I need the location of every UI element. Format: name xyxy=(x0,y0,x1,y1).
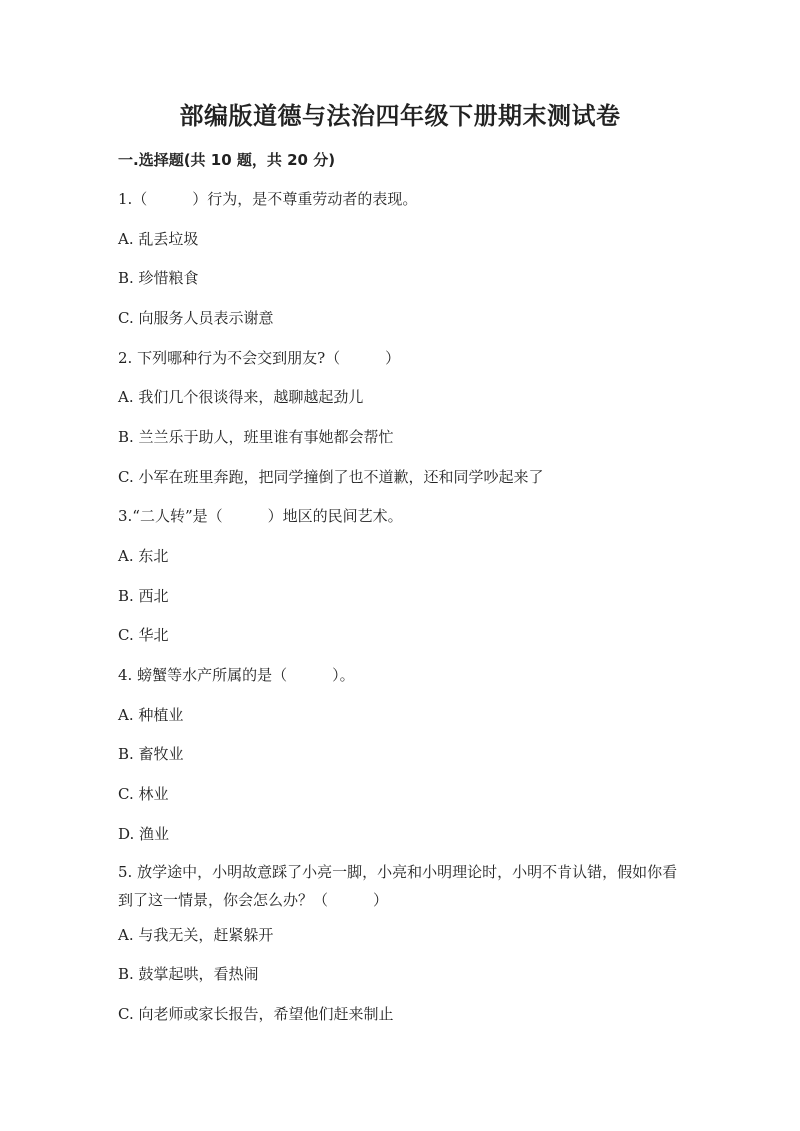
question-2-option-c: C. 小军在班里奔跑，把同学撞倒了也不道歉，还和同学吵起来了 xyxy=(118,468,544,486)
question-3-stem: 3.“二人转”是（ ）地区的民间艺术。 xyxy=(118,507,403,525)
question-1-option-c: C. 向服务人员表示谢意 xyxy=(118,309,274,327)
question-5-stem: 5. 放学途中，小明故意踩了小亮一脚，小亮和小明理论时，小明不肯认错，假如你看到了这一情景，你会怎么办？（ ） xyxy=(118,863,678,909)
question-5-option-a: A. 与我无关，赶紧躲开 xyxy=(118,926,274,944)
question-5-option-b: B. 鼓掌起哄，看热闹 xyxy=(118,965,259,983)
question-2-option-a: A. 我们几个很谈得来，越聊越起劲儿 xyxy=(118,388,364,406)
question-1-option-a: A. 乱丢垃圾 xyxy=(118,230,199,248)
question-3-option-b: B. 西北 xyxy=(118,587,169,605)
question-3-option-c: C. 华北 xyxy=(118,626,169,644)
question-4-option-c: C. 林业 xyxy=(118,785,169,803)
question-3-option-a: A. 东北 xyxy=(118,547,169,565)
page-title: 部编版道德与法治四年级下册期末测试卷 xyxy=(179,101,621,130)
question-4-stem: 4. 螃蟹等水产所属的是（ ）。 xyxy=(118,666,355,684)
question-4-option-b: B. 畜牧业 xyxy=(118,745,184,763)
question-4-option-d: D. 渔业 xyxy=(118,825,170,843)
question-2-stem: 2. 下列哪种行为不会交到朋友?（ ） xyxy=(118,349,401,367)
section-header: 一.选择题(共 10 题，共 20 分) xyxy=(118,151,336,169)
question-2-option-b: B. 兰兰乐于助人，班里谁有事她都会帮忙 xyxy=(118,428,394,446)
question-1-stem: 1.（ ）行为，是不尊重劳动者的表现。 xyxy=(118,190,418,208)
question-5-option-c: C. 向老师或家长报告，希望他们赶来制止 xyxy=(118,1005,394,1023)
question-4-option-a: A. 种植业 xyxy=(118,706,184,724)
question-1-option-b: B. 珍惜粮食 xyxy=(118,269,199,287)
